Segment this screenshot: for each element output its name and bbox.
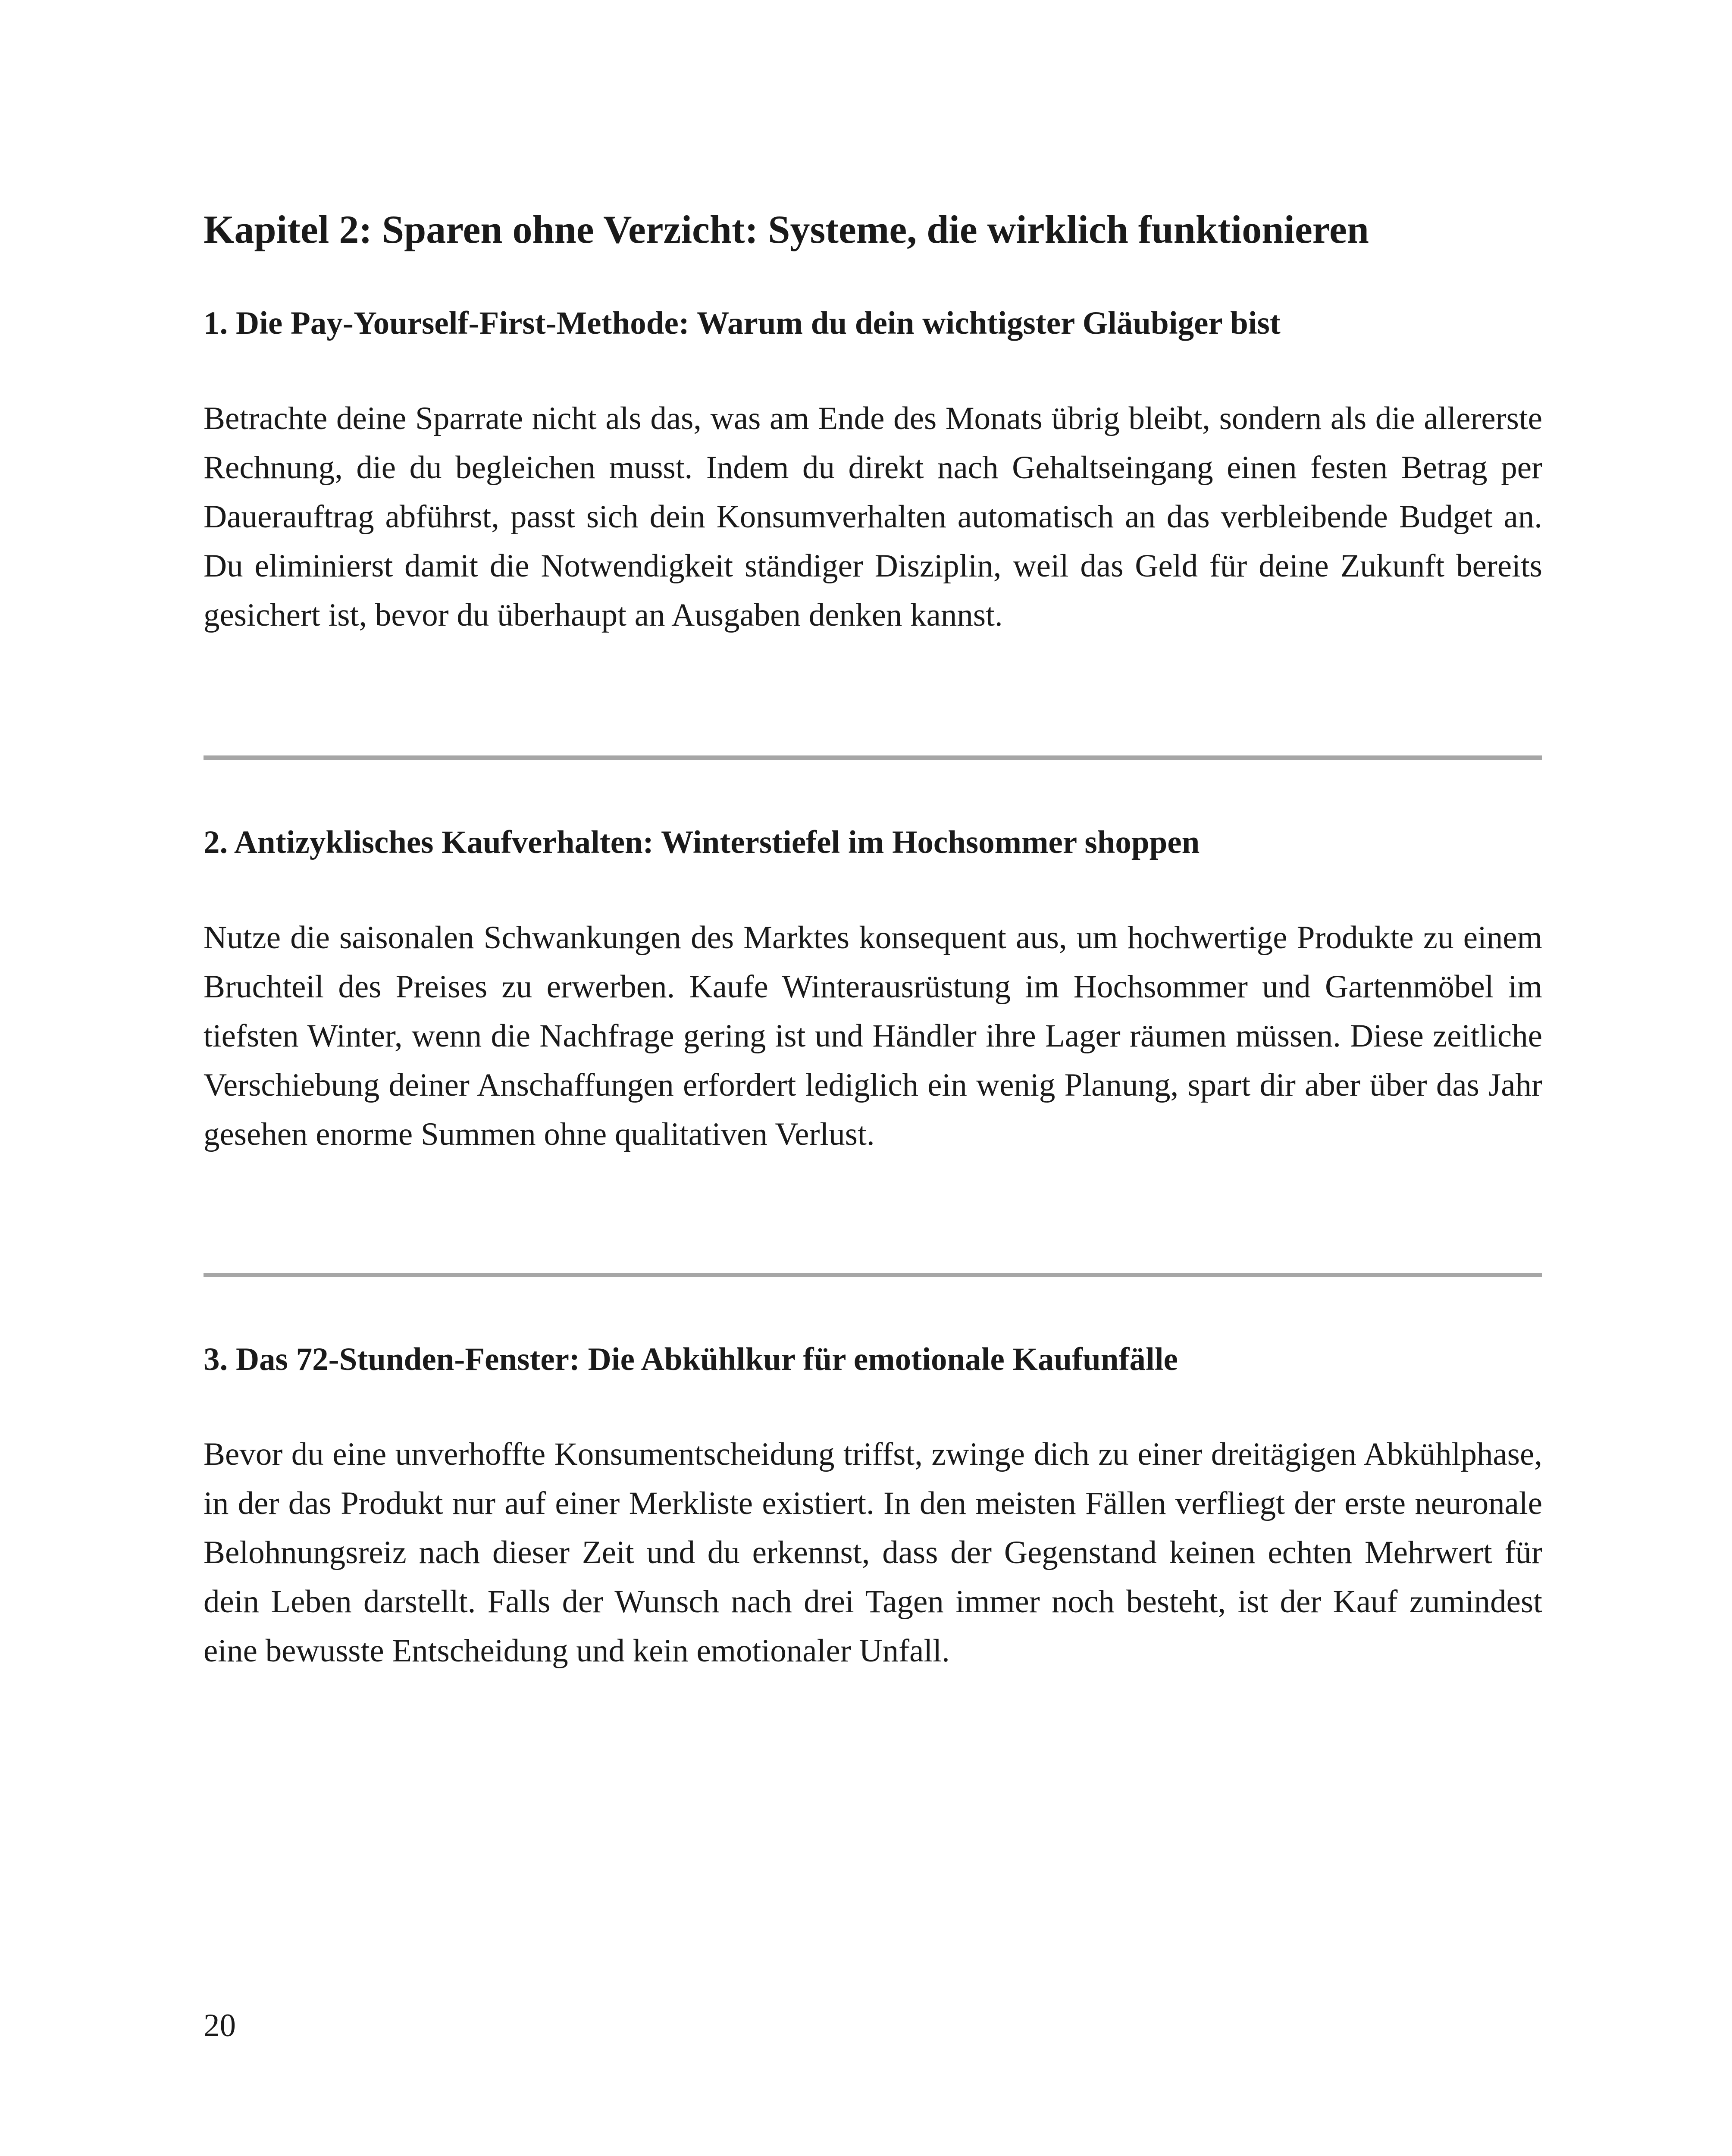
- section-body-1: Betrachte deine Sparrate nicht als das, was am Ende des Monats übrig bleibt, sondern als die allererste Rechnung, die du begleichen musst. Indem du direkt nach Gehaltseingang einen festen Betrag per Dauerauftrag abführst, passt sich dein Konsumverhalten automatisch an das verbleibende Budget an. Du eliminierst damit die Notwendigkeit ständiger Disziplin, weil das Geld für deine Zukunft bereits gesichert ist, bevor du überhaupt an Ausgaben denken kannst.: [204, 401, 1542, 633]
- section-body-2: Nutze die saisonalen Schwankungen des Marktes konsequent aus, um hochwertige Produkte zu einem Bruchteil des Preises zu erwerben. Kaufe Winterausrüstung im Hochsommer und Gartenmöbel im tiefsten Winter, wenn die Nachfrage gering ist und Händler ihre Lager räumen müssen. Diese zeitliche Verschiebung deiner Anschaffungen erfordert lediglich ein wenig Planung, spart dir aber über das Jahr gesehen enorme Summen ohne qualitativen Verlust.: [204, 920, 1542, 1152]
- section-body-3: Bevor du eine unverhoffte Konsumentscheidung triffst, zwinge dich zu einer dreitägigen Abkühlphase, in der das Produkt nur auf einer Merkliste existiert. In den meisten Fällen verfliegt der erste neuronale Belohnungsreiz nach dieser Zeit und du erkennst, dass der Gegenstand keinen echten Mehrwert für dein Leben darstellt. Falls der Wunsch nach drei Tagen immer noch besteht, ist der Kauf zumindest eine bewusste Entscheidung und kein emotionaler Unfall.: [204, 1436, 1542, 1669]
- page-number: 20: [204, 2008, 236, 2043]
- section-divider: [204, 1273, 1542, 1277]
- section-heading-3: 3. Das 72-Stunden-Fenster: Die Abkühlkur für emotionale Kaufunfälle: [204, 1341, 1178, 1377]
- section-heading-1: 1. Die Pay-Yourself-First-Methode: Warum du dein wichtigster Gläubiger bist: [204, 305, 1281, 341]
- section-heading-2: 2. Antizyklisches Kaufverhalten: Winterstiefel im Hochsommer shoppen: [204, 824, 1200, 860]
- chapter-title: Kapitel 2: Sparen ohne Verzicht: Systeme, die wirklich funktionieren: [204, 207, 1369, 251]
- section-divider: [204, 755, 1542, 760]
